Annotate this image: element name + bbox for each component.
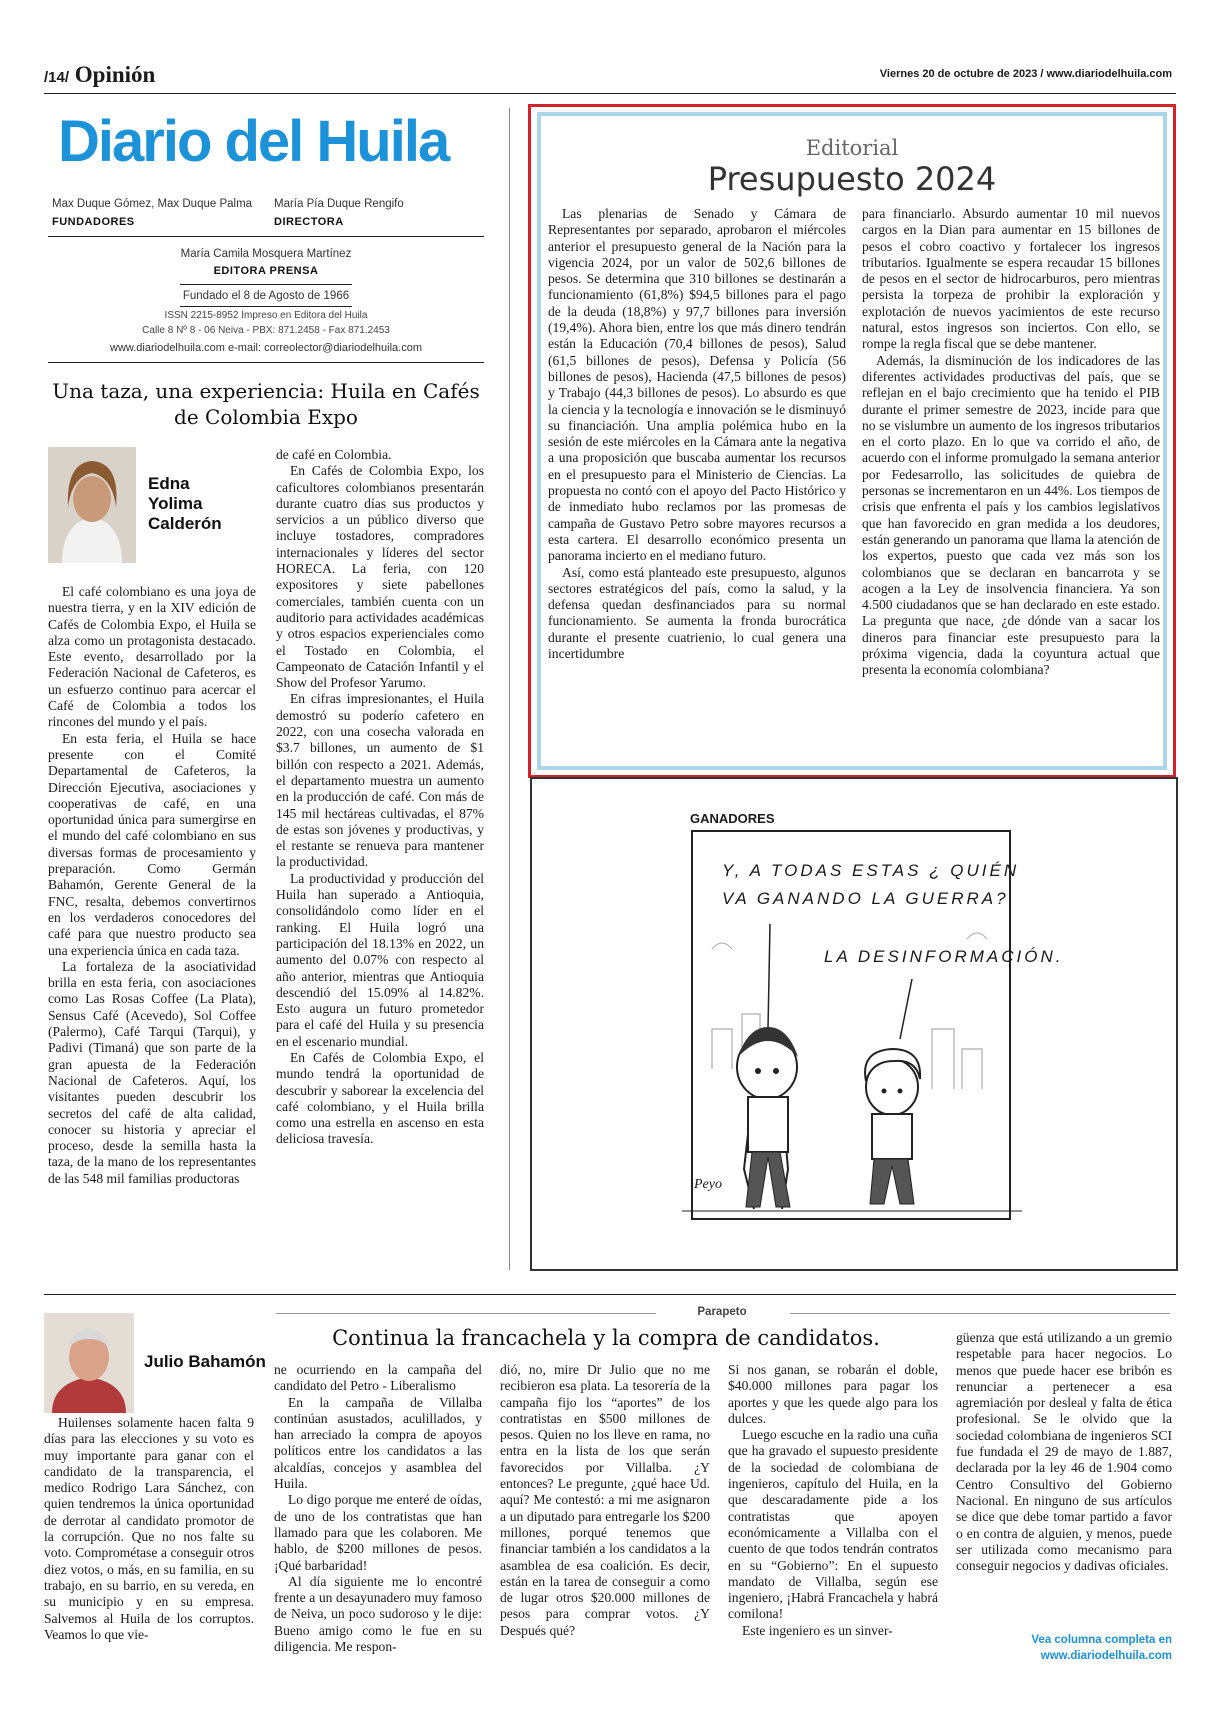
page-number: /14/ — [44, 69, 70, 86]
column2-text-e — [956, 1330, 1172, 1630]
dateline: Viernes 20 de octubre de 2023 / www.diariodelhuila.com — [879, 68, 1172, 80]
editorial-column-1 — [548, 206, 846, 762]
cartoon-signature: Peyo — [694, 1177, 722, 1192]
column-paragraph: El café colombiano es una joya de nuestra tierra, y en la XIV edición de Cafés de Colombia Expo, el Huila se alza como un protagonista destacado. Este evento, desarrollado por la Federación Nacional de Cafeteros, es un esfuerzo continuo para acercar el Café de Colombia a todos los rincones del mundo y el país. — [48, 584, 256, 730]
editorial-paragraph: Además, la disminución de los indicadores de las diferentes actividades productivas del país, que se reflejan en el bajo crecimiento que ha tenido el PIB durante el primer semestre de 2023, incide para que no se vislumbre un aumento de los ingresos tributarios en el corto plazo. En lo que va corrido el año, de acuerdo con el informe promulgado la semana anterior por Fedesarrollo, las solicitudes de quiebra de personas se incrementaron en un 44%. Los tiempos de crisis que enfrenta el país y los cambios legislativos que han favorecido en gran medida a los deudores, están generando un panorama que llama la atención de los expertos, puesto que cada vez más son los colombianos que se declaran en bancarrota y se acogen a la Ley de insolvencia financiera. Ya son 4.500 ciudadanos que se han declarado en este estado. La pregunta que nace, ¿de dónde van a sacar los dineros para financiar este presupuesto para la próxima vigencia, dada la coyuntura actual que presenta la economía colombiana? — [862, 352, 1160, 678]
column-paragraph: En Cafés de Colombia Expo, el mundo tendrá la oportunidad de descubrir y saborear la excelencia del café colombiano, y el Huila brilla como una estrella en ascenso en esta deliciosa travesía. — [276, 1049, 484, 1147]
column-paragraph: ne ocurriendo en la campaña del candidato del Petro - Liberalismo — [274, 1362, 482, 1394]
kicker-rule-left — [276, 1313, 656, 1314]
editorial-title: Presupuesto 2024 — [707, 160, 997, 198]
editorial-kicker: Editorial — [805, 136, 899, 160]
founded-rule — [180, 306, 352, 307]
editor-name: María Camila Mosquera Martínez — [180, 248, 352, 260]
column-paragraph: La fortaleza de la asociatividad brilla en esta feria, con asociaciones como Las Rosas Coffee (La Plata), Sensus Café (Acevedo), Sol Coffee (Palermo), Café Tarqui (Tarqui), y Padivi (Timaná) que son parte de la gran apuesta de la Federación Nacional de Cafeteros. Aquí, los visitantes pueden descubrir los secretos del café de alta calidad, conocer su historia y apreciar el proceso, desde la semilla hasta la taza, de la mano de los representantes de las 548 mil familias productoras — [48, 958, 256, 1186]
column-paragraph: Al día siguiente me lo encontré frente a un desayunadero muy famoso de Neiva, un poco sudoroso y le dije: Bueno amigo como le fue en su diligencia. Me respon- — [274, 1573, 482, 1655]
author-photo — [48, 447, 136, 563]
address-line: Calle 8 Nº 8 - 06 Neiva - PBX: 871.2458 - Fax 871.2453 — [142, 325, 390, 336]
author-photo — [44, 1313, 134, 1413]
director-label: DIRECTORA — [274, 216, 344, 228]
kicker-rule-right — [790, 1313, 1170, 1314]
column-paragraph: güenza que está utilizando a un gremio respetable para hacer negocios. Lo menos que puede hacer ese bribón es renunciar a pertenecer a esa agremiación por desleal y falta de ética profesional. Se le olvido que la sociedad colombiana de ingenieros SCI fue fundada el 29 de mayo de 1.887, declarada por la ley 46 de 1.904 como Centro Consultivo del Gobierno Nacional. En ninguno de sus artículos se dice que debe tomar partido a favor o en contra de alguien, y menos, puede ser utilizada como mecanismo para conseguir negocios y dadivas oficiales. — [956, 1330, 1172, 1574]
section-title: Opinión — [74, 62, 156, 87]
header-rule — [44, 93, 1176, 94]
column-paragraph: En Cafés de Colombia Expo, los caficultores colombianos presentarán durante cuatro días sus productos y servicios a un público diverso que incluye tostadores, compradores internacionales y líderes del sector HORECA. La feria, con 120 expositores y siete pabellones comerciales, también cuenta con un auditorio para actividades académicas y otros espacios experienciales como el Tostado en Colombia, el Campeonato de Catación Infantil y el Show del Profesor Yarumo. — [276, 463, 484, 691]
column2-text-d — [728, 1362, 938, 1707]
bottom-section-rule — [44, 1294, 1176, 1295]
issn-line: ISSN 2215-8952 Impreso en Editora del Huila — [164, 310, 368, 321]
cartoon-bubble-question: Y, A TODAS ESTAS ¿ QUIÉN VA GANANDO LA GUERRA? — [722, 861, 1020, 908]
founders-label: FUNDADORES — [52, 216, 135, 228]
full-column-link[interactable]: www.diariodelhuila.com — [1040, 1650, 1172, 1662]
column-paragraph: Lo digo porque me enteré de oídas, de uno de los contratistas que han llamado para que les colaboren. Me hablo, de $200 millones de pesos. ¡Qué barbaridad! — [274, 1492, 482, 1573]
column-paragraph: Si nos ganan, se robarán el doble, $40.000 millones para pagar los aportes y que les quede algo para los dulces. — [728, 1362, 938, 1426]
column-paragraph: de café en Colombia. — [276, 447, 392, 462]
editor-rule — [180, 284, 352, 285]
column2-text-c — [500, 1362, 710, 1707]
page-header — [44, 62, 155, 88]
founded-date: Fundado el 8 de Agosto de 1966 — [182, 290, 350, 302]
author-portrait-icon — [44, 1313, 134, 1413]
director-name: María Pía Duque Rengifo — [274, 198, 404, 210]
column1-text-a — [48, 584, 256, 1270]
newspaper-logo: Diario del Huila — [58, 109, 449, 174]
editorial-column-2 — [862, 206, 1160, 762]
column-paragraph: En la campaña de Villalba continúan asustados, aculillados, y han arreciado la compra de apoyos políticos entre los candidatos a las alcaldías, concejos y asamblea del Huila. — [274, 1394, 482, 1492]
author-portrait-icon — [48, 447, 136, 563]
column-paragraph: La productividad y producción del Huila han superado a Antioquia, consolidándolo como líder en el ranking. El Huila logró una participación del 18.13% en 2022, un aumento del 0.07% con respecto al año anterior, mientras que Antioquia descendió del 15.09% al 14.82%. Esto augura un futuro prometedor para el café del Huila y su presencia en el escenario mundial. — [276, 870, 484, 1049]
parapeto-kicker: Parapeto — [660, 1306, 784, 1318]
column-paragraph: dió, no, mire Dr Julio que no me recibieron esa plata. La tesorería de la campaña fijo los “aportes” de los contratistas en $500 millones de pesos. Quien no los lleve en rama, no entra en la lista de los que serán favorecidos por Villalba. ¿Y entonces? Le pregunte, ¿qué hace Ud. aquí? Me contestó: a mi me asignaron a un diputado para entregarle los $200 millones, porqué tenemos que financiar también a los candidatos a la asamblea de esa coalición. Es decir, están en la tarea de conseguir a como de lugar otros $20.000 millones de pesos para comprar votos. ¿Y Después qué? — [500, 1362, 710, 1638]
parapeto-headline: Continua la francachela y la compra de candidatos. — [332, 1326, 880, 1350]
column-headline: Una taza, una experiencia: Huila en Cafés de Colombia Expo — [52, 379, 480, 429]
column-paragraph: En cifras impresionantes, el Huila demostró su poderío cafetero en 2022, con una cosecha valorada en $3.7 billones, un aumento de $1 billón con respecto a 2021. Además, el departamento muestra un aumento en la producción de café. Con más de 145 mil hectáreas cultivadas, el 87% de estas son jóvenes y productivas, y el restante se renueva para mantener la productividad. — [276, 691, 484, 870]
column-paragraph: Huilenses solamente hacen falta 9 días para las elecciones y su voto es muy importante para ganar con el candidato de la transparencia, el medico Rodrigo Lara Sánchez, con quien tendremos la única oportunidad de derrotar al candidato promotor de la corrupción. Que no nos falte su voto. Comprométase a conseguir otros diez votos, o más, en su familia, en su trabajo, en su barrio, en su vereda, en su municipio y en su empresa. Salvemos al Huila de los corruptos. Veamos lo que vie- — [44, 1415, 254, 1642]
editor-label: EDITORA PRENSA — [213, 265, 319, 277]
cartoon-bubble-answer: LA DESINFORMACIÓN. — [824, 947, 1064, 966]
author-name: Edna Yolima Calderón — [148, 474, 222, 533]
editorial-paragraph: Así, como está planteado este presupuesto, algunos sectores estratégicos del país, como la salud, y la defensa quedan desfinanciados para su normal funcionamiento. Se aumenta la fronda burocrática durante el presente cuatrienio, lo cual genera una incertidumbre — [548, 564, 846, 662]
masthead-rule — [48, 236, 484, 237]
author-name: Julio Bahamón — [144, 1352, 266, 1371]
editorial-paragraph: para financiarlo. Absurdo aumentar 10 mil nuevos cargos en la Dian para aumentar en 15 billones de pesos el cobro coactivo y fortalecer los ingresos tributarios. Igualmente se espera recaudar 15 billones de pesos en el sector de hidrocarburos, pero mientras persista la torpeza de prohibir la exploración y explotación de nuevos yacimientos de este recurso natural, estos ingresos son inciertos. Con ello, se rompe la regla fiscal que se debe mantener. — [862, 206, 1160, 352]
editorial-paragraph: Las plenarias de Senado y Cámara de Representantes por separado, aprobaron el miércoles anterior el presupuesto general de la Nación para la vigencia 2024, por un valor de 502,6 billones de pesos. Se determina que 310 billones se destinarán a funcionamiento (61,8%) $94,5 billones para el pago de la deuda (18,8%) y 97,7 billones para inversión (19,4%). Ahora bien, entre los que más dinero tendrán están la Educación (70,4 billones de pesos), Salud (61,5 billones de pesos), Defensa y Policía (56 billones de pesos), Hacienda (47,5 billones de pesos) y Trabajo (44,3 billones de pesos). Lo absurdo es que la ciencia y la tecnología e innovación se le disminuyó su financiación. Una amplia polémica hubo en la sesión de este miércoles en la Cámara ante la negativa a una proposición que buscaba aumentar los recursos en el presupuesto para el Ministerio de Ciencias. La propuesta no contó con el apoyo del Pacto Histórico y de inmediato hubo reclamos por las promesas de campaña de Gustavo Petro sobre mayores recursos a esta cartera. El desarrollo económico presenta un panorama incierto en el mediano futuro. — [548, 206, 846, 564]
editorial-cartoon — [530, 777, 1178, 1271]
masthead-bottom-rule — [48, 362, 484, 363]
founders-names: Max Duque Gómez, Max Duque Palma — [52, 198, 253, 210]
column-paragraph: Luego escuche en la radio una cuña que ha gravado el supuesto presidente de la sociedad de colombiana de ingenieros, capítulo del Huila, en la que descaradamente pide a los contratistas que apoyen económicamente a Villalba con el cuento de que todos tendrán contratos en su “Gobierno”: En el supuesto mandato de Villalba, según ese ingeniero, ¡Habrá Francachela y habrá comilona! — [728, 1427, 938, 1622]
cartoon-label: GANADORES — [690, 811, 775, 826]
column2-text-b — [274, 1362, 482, 1707]
column1-text-b — [276, 447, 484, 1270]
full-column-note: Vea columna completa en — [1031, 1634, 1172, 1646]
column-paragraph: En esta feria, el Huila se hace presente con el Comité Departamental de Cafeteros, la Dirección Ejecutiva, asociaciones y cooperativas de café, en una oportunidad única para sumergirse en el mundo del café colombiano en sus diversas formas de procesamiento y preparación. Como Germán Bahamón, Gerente General de la FNC, resalta, debemos convertirnos en los verdaderos conocedores del café para que nuestro producto sea una experiencia única en cada taza. — [48, 730, 256, 958]
column2-text-a — [44, 1415, 254, 1705]
column-paragraph: Este ingeniero es un sinver- — [742, 1622, 893, 1638]
column-divider — [509, 108, 510, 1270]
contact-line: www.diariodelhuila.com e-mail: correolector@diariodelhuila.com — [110, 342, 422, 354]
